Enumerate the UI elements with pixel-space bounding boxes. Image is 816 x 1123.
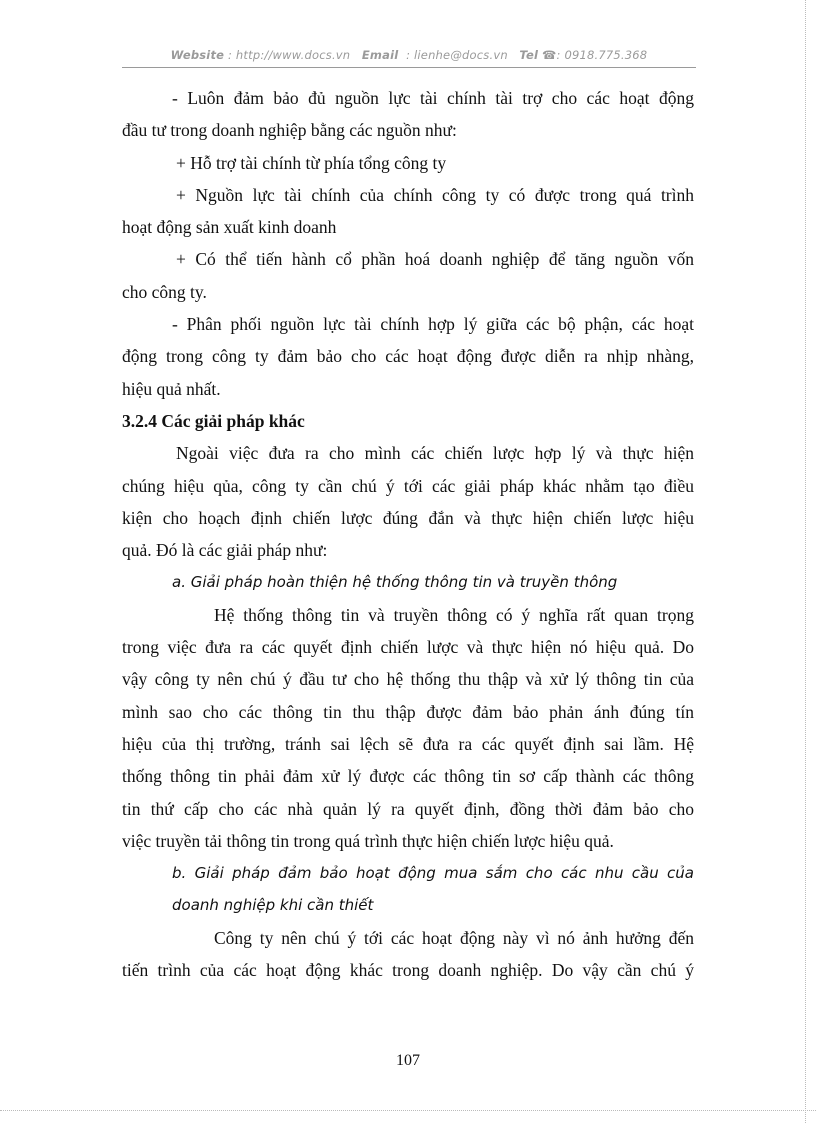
paragraph-line: tin thứ cấp cho các nhà quản lý ra quyết định, đồng thời đảm bảo cho — [122, 798, 694, 819]
paragraph-line: cho công ty. — [122, 281, 207, 302]
list-item-line: + Có thể tiến hành cổ phần hoá doanh nghiệp để tăng nguồn vốn — [176, 249, 694, 270]
list-item-line: + Nguồn lực tài chính của chính công ty có được trong quá trình — [176, 184, 694, 205]
page-border-right — [805, 0, 806, 1123]
paragraph-line: - Luôn đảm bảo đủ nguồn lực tài chính tài trợ cho các hoạt động — [172, 88, 694, 108]
subheading-b-continued: doanh nghiệp khi cần thiết — [172, 896, 374, 915]
paragraph-line: thống thông tin phải đảm xử lý được các thông tin sơ cấp thành các thông — [122, 766, 694, 787]
paragraph-line: chúng hiệu qủa, công ty cần chú ý tới các giải pháp khác nhằm tạo điều — [122, 475, 694, 496]
paragraph-line: hiệu quả nhất. — [122, 378, 221, 399]
website-value: : http://www.docs.vn — [228, 48, 351, 62]
paragraph-line: trong việc đưa ra các quyết định chiến lược và thực hiện nó hiệu quả. Do — [122, 637, 694, 658]
list-item-line: + Hỗ trợ tài chính từ phía tổng công ty — [176, 152, 447, 173]
page-border-bottom — [0, 1110, 816, 1111]
paragraph-line: Công ty nên chú ý tới các hoạt động này vì nó ảnh hưởng đến — [214, 927, 694, 948]
paragraph-line: Ngoài việc đưa ra cho mình các chiến lược hợp lý và thực hiện — [176, 443, 694, 464]
paragraph-line: hoạt động sản xuất kinh doanh — [122, 217, 337, 238]
paragraph-line: Hệ thống thông tin và truyền thông có ý nghĩa rất quan trọng — [214, 604, 694, 625]
header-rule — [122, 67, 696, 68]
document-body — [122, 82, 694, 986]
email-label: Email — [361, 48, 399, 62]
paragraph-line: tiến trình của các hoạt động khác trong doanh nghiệp. Do vậy cần chú ý — [122, 960, 694, 981]
paragraph-line: quả. Đó là các giải pháp như: — [122, 540, 328, 561]
tel-label: Tel — [519, 48, 539, 62]
paragraph-line: mình sao cho các thông tin thu thập được đảm bảo phản ánh đúng tín — [122, 701, 694, 722]
paragraph-line: đầu tư trong doanh nghiệp bằng các nguồn như: — [122, 120, 457, 141]
paragraph-line: - Phân phối nguồn lực tài chính hợp lý giữa các bộ phận, các hoạt — [172, 314, 694, 335]
website-label: Website — [170, 48, 225, 62]
section-heading: 3.2.4 Các giải pháp khác — [122, 410, 305, 431]
paragraph-line: động trong công ty đảm bảo cho các hoạt động được diễn ra nhịp nhàng, — [122, 346, 694, 367]
paragraph-line: vậy công ty nên chú ý đầu tư cho hệ thống thu thập và xử lý thông tin của — [122, 669, 694, 690]
paragraph-line: việc truyền tải thông tin trong quá trình thực hiện chiến lược hiệu quả. — [122, 830, 614, 851]
subheading-a: a. Giải pháp hoàn thiện hệ thống thông tin và truyền thông — [172, 573, 618, 592]
page-header — [122, 48, 696, 62]
paragraph-line: hiệu của thị trường, tránh sai lệch sẽ đưa ra các quyết định sai lầm. Hệ — [122, 733, 694, 754]
tel-value: : 0918.775.368 — [556, 48, 648, 62]
phone-icon: ☎ — [541, 48, 557, 62]
page-number: 107 — [396, 1052, 420, 1069]
paragraph-line: kiện cho hoạch định chiến lược đúng đắn và thực hiện chiến lược hiệu — [122, 507, 694, 528]
email-value: : lienhe@docs.vn — [406, 48, 508, 62]
subheading-b: b. Giải pháp đảm bảo hoạt động mua sắm cho các nhu cầu của — [172, 864, 694, 883]
